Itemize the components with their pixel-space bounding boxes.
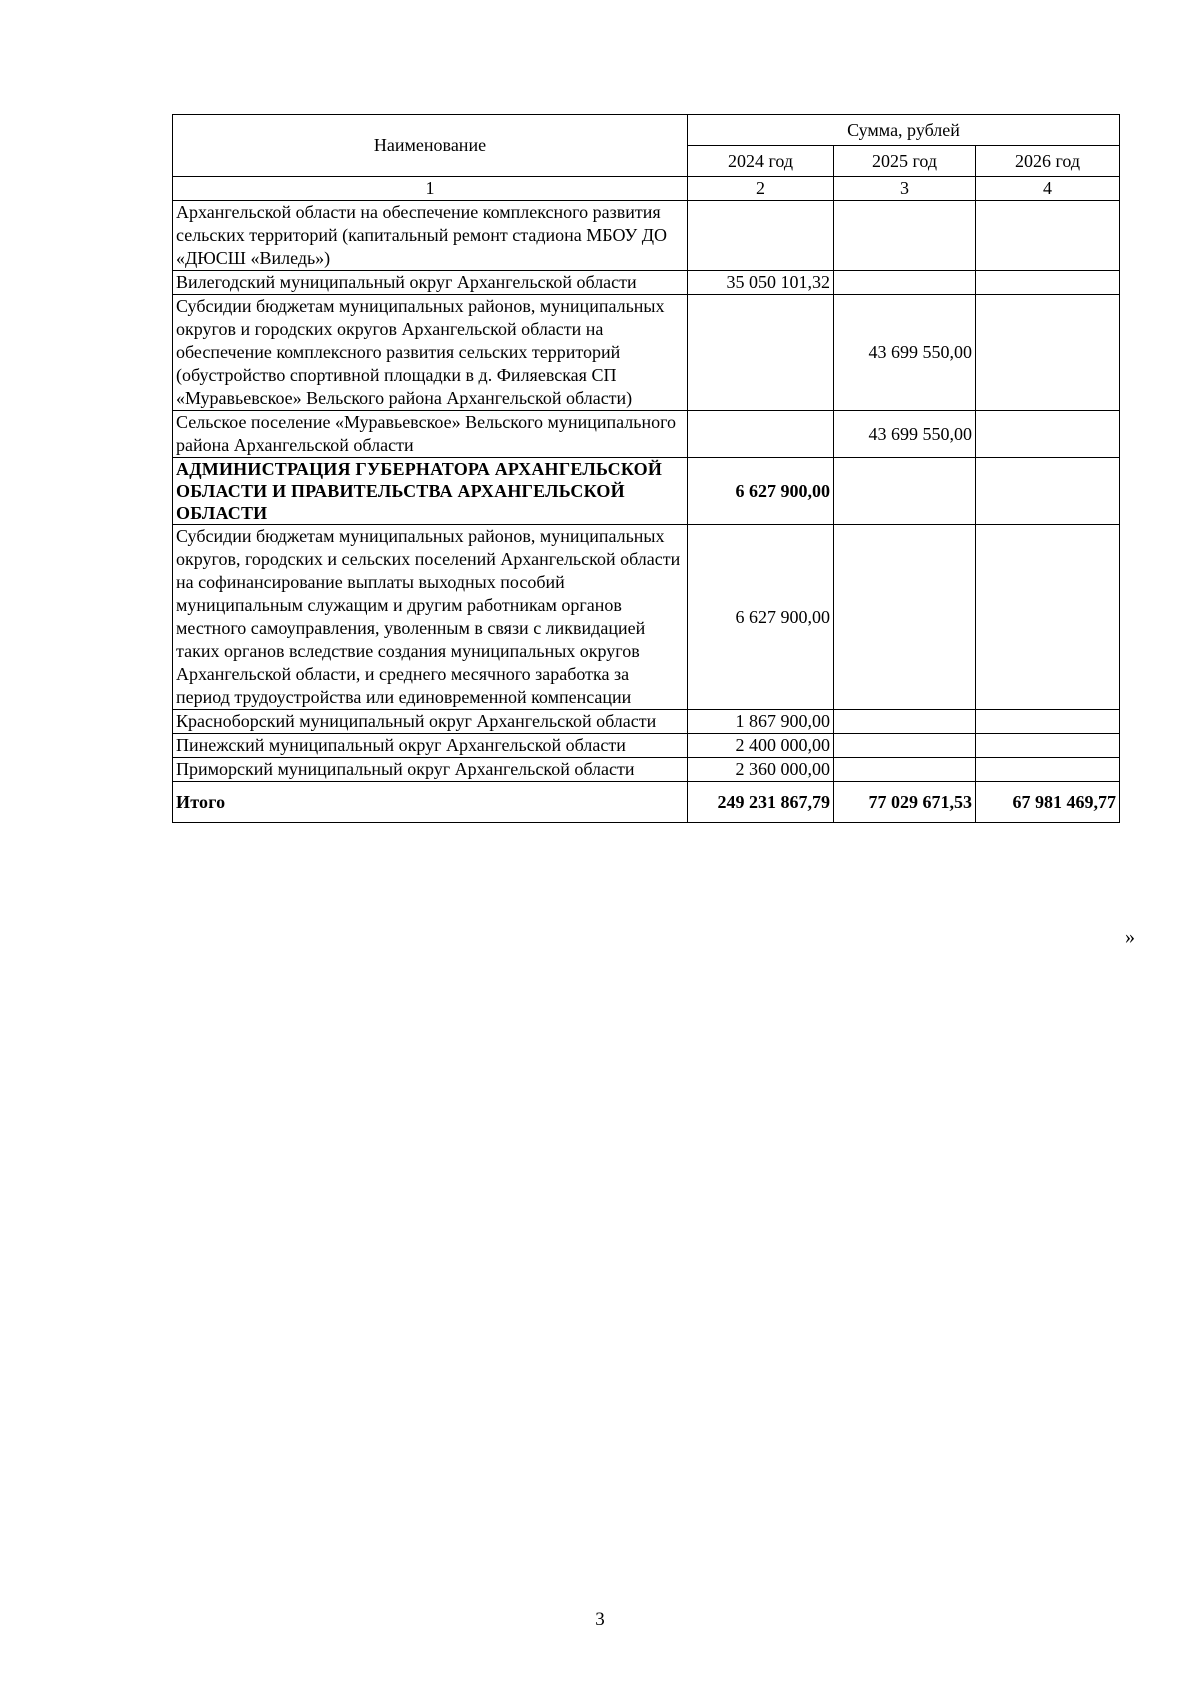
table-row xyxy=(173,201,1120,271)
header-sum: Сумма, рублей xyxy=(688,115,1120,146)
total-value-2025: 77 029 671,53 xyxy=(834,782,976,823)
row-value-2026 xyxy=(976,458,1120,525)
row-value-2024: 6 627 900,00 xyxy=(688,458,834,525)
header-year-2026: 2026 год xyxy=(976,146,1120,177)
table-row xyxy=(173,710,1120,734)
table-row-section xyxy=(173,458,1120,525)
table-row xyxy=(173,758,1120,782)
row-value-2026 xyxy=(976,758,1120,782)
row-value-2024 xyxy=(688,295,834,411)
header-row xyxy=(173,115,1120,146)
row-value-2025 xyxy=(834,201,976,271)
row-name: Приморский муниципальный округ Архангельской области xyxy=(173,758,688,782)
total-row xyxy=(173,782,1120,823)
header-year-2025: 2025 год xyxy=(834,146,976,177)
row-value-2025: 43 699 550,00 xyxy=(834,411,976,458)
row-value-2025: 43 699 550,00 xyxy=(834,295,976,411)
row-value-2026 xyxy=(976,525,1120,710)
row-value-2026 xyxy=(976,734,1120,758)
row-value-2024 xyxy=(688,411,834,458)
row-name: Красноборский муниципальный округ Архангельской области xyxy=(173,710,688,734)
column-number: 3 xyxy=(834,177,976,201)
header-year-2024: 2024 год xyxy=(688,146,834,177)
row-name: Вилегодский муниципальный округ Архангельской области xyxy=(173,271,688,295)
row-name: Архангельской области на обеспечение комплексного развития сельских территорий (капитальный ремонт стадиона МБОУ ДО «ДЮСШ «Виледь») xyxy=(173,201,688,271)
row-value-2026 xyxy=(976,295,1120,411)
total-label: Итого xyxy=(173,782,688,823)
row-value-2025 xyxy=(834,710,976,734)
row-value-2025 xyxy=(834,458,976,525)
table-row xyxy=(173,295,1120,411)
total-value-2024: 249 231 867,79 xyxy=(688,782,834,823)
table-row xyxy=(173,525,1120,710)
row-value-2024: 2 360 000,00 xyxy=(688,758,834,782)
closing-quote: » xyxy=(1125,926,1135,948)
row-value-2026 xyxy=(976,201,1120,271)
row-value-2024: 1 867 900,00 xyxy=(688,710,834,734)
row-value-2024: 35 050 101,32 xyxy=(688,271,834,295)
budget-table xyxy=(172,114,1120,823)
header-name: Наименование xyxy=(173,115,688,177)
row-name: Субсидии бюджетам муниципальных районов, муниципальных округов и городских округов Архангельской области на обеспечение комплексного развития сельских территорий (обустройство спортивной площадки в д. Филяевская СП «Муравьевское» Вельского района Архангельской области) xyxy=(173,295,688,411)
row-value-2026 xyxy=(976,411,1120,458)
row-value-2026 xyxy=(976,271,1120,295)
row-value-2024 xyxy=(688,201,834,271)
row-value-2025 xyxy=(834,758,976,782)
column-number-row xyxy=(173,177,1120,201)
row-name: Субсидии бюджетам муниципальных районов, муниципальных округов, городских и сельских поселений Архангельской области на софинансирование выплаты выходных пособий муниципальным служащим и другим работникам органов местного самоуправления, уволенным в связи с ликвидацией таких органов вследствие создания муниципальных округов Архангельской области, и среднего месячного заработка за период трудоустройства или единовременной компенсации xyxy=(173,525,688,710)
row-name: Пинежский муниципальный округ Архангельской области xyxy=(173,734,688,758)
table-row xyxy=(173,411,1120,458)
column-number: 4 xyxy=(976,177,1120,201)
table-row xyxy=(173,271,1120,295)
row-value-2024: 2 400 000,00 xyxy=(688,734,834,758)
row-value-2026 xyxy=(976,710,1120,734)
table-row xyxy=(173,734,1120,758)
row-value-2025 xyxy=(834,525,976,710)
column-number: 2 xyxy=(688,177,834,201)
row-value-2024: 6 627 900,00 xyxy=(688,525,834,710)
column-number: 1 xyxy=(173,177,688,201)
row-name: Сельское поселение «Муравьевское» Вельского муниципального района Архангельской области xyxy=(173,411,688,458)
page-number: 3 xyxy=(595,1609,605,1630)
row-value-2025 xyxy=(834,271,976,295)
row-name: АДМИНИСТРАЦИЯ ГУБЕРНАТОРА АРХАНГЕЛЬСКОЙ ОБЛАСТИ И ПРАВИТЕЛЬСТВА АРХАНГЕЛЬСКОЙ ОБЛАСТИ xyxy=(173,458,688,525)
row-value-2025 xyxy=(834,734,976,758)
total-value-2026: 67 981 469,77 xyxy=(976,782,1120,823)
